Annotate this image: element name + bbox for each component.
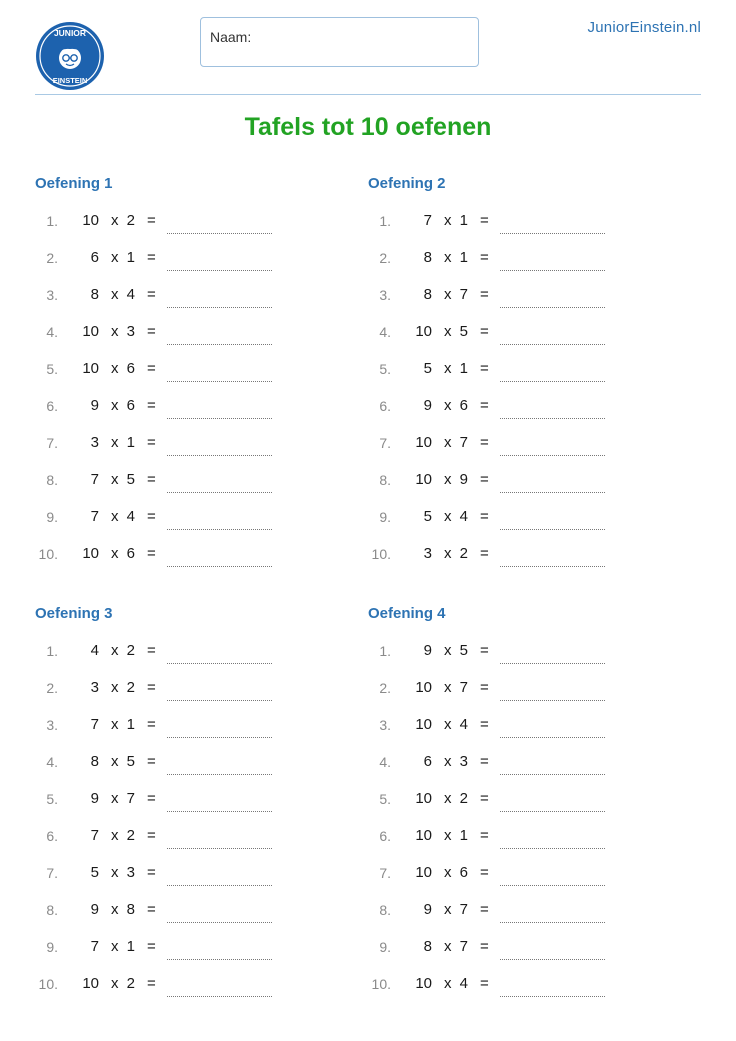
factor-a: 7 xyxy=(90,938,99,955)
equals-sign: = xyxy=(480,864,489,881)
factor-b: 1 xyxy=(459,360,468,377)
factor-b: 5 xyxy=(459,642,468,659)
equals-sign: = xyxy=(480,642,489,659)
equals-sign: = xyxy=(480,286,489,303)
factor-a: 9 xyxy=(423,901,432,918)
item-number: 6. xyxy=(379,398,391,414)
exercise-row xyxy=(35,360,335,397)
item-number: 2. xyxy=(379,680,391,696)
factor-b: 6 xyxy=(126,545,135,562)
factor-b: 7 xyxy=(126,790,135,807)
item-number: 1. xyxy=(379,643,391,659)
exercise-row xyxy=(368,323,668,360)
answer-line[interactable] xyxy=(500,737,605,738)
exercise-row xyxy=(35,679,335,716)
exercise-row xyxy=(35,323,335,360)
factor-a: 10 xyxy=(415,323,432,340)
factor-b: 7 xyxy=(459,434,468,451)
answer-line[interactable] xyxy=(500,455,605,456)
exercise-row xyxy=(368,286,668,323)
factor-b: 7 xyxy=(459,901,468,918)
times-sign: x xyxy=(111,790,119,807)
times-sign: x xyxy=(111,864,119,881)
times-sign: x xyxy=(444,508,452,525)
equals-sign: = xyxy=(480,790,489,807)
equals-sign: = xyxy=(147,938,156,955)
factor-b: 6 xyxy=(459,864,468,881)
item-number: 2. xyxy=(379,250,391,266)
answer-line[interactable] xyxy=(167,344,272,345)
item-number: 8. xyxy=(379,472,391,488)
equals-sign: = xyxy=(147,286,156,303)
answer-line[interactable] xyxy=(167,418,272,419)
item-number: 9. xyxy=(379,939,391,955)
times-sign: x xyxy=(444,212,452,229)
factor-b: 2 xyxy=(126,975,135,992)
equals-sign: = xyxy=(147,360,156,377)
exercise-section-2 xyxy=(368,175,668,582)
times-sign: x xyxy=(444,249,452,266)
equals-sign: = xyxy=(147,249,156,266)
exercise-row xyxy=(368,471,668,508)
equals-sign: = xyxy=(147,975,156,992)
equals-sign: = xyxy=(147,864,156,881)
factor-a: 10 xyxy=(82,975,99,992)
exercise-row xyxy=(35,249,335,286)
exercise-row xyxy=(35,975,335,1012)
item-number: 8. xyxy=(379,902,391,918)
item-number: 6. xyxy=(379,828,391,844)
times-sign: x xyxy=(444,545,452,562)
item-number: 1. xyxy=(46,643,58,659)
item-number: 1. xyxy=(46,213,58,229)
factor-b: 7 xyxy=(459,286,468,303)
item-number: 3. xyxy=(379,717,391,733)
factor-a: 5 xyxy=(423,508,432,525)
factor-a: 9 xyxy=(90,901,99,918)
answer-line[interactable] xyxy=(167,811,272,812)
times-sign: x xyxy=(111,827,119,844)
factor-a: 8 xyxy=(423,249,432,266)
factor-a: 7 xyxy=(90,471,99,488)
times-sign: x xyxy=(111,545,119,562)
item-number: 2. xyxy=(46,250,58,266)
times-sign: x xyxy=(444,901,452,918)
item-number: 8. xyxy=(46,472,58,488)
factor-a: 10 xyxy=(415,864,432,881)
equals-sign: = xyxy=(147,790,156,807)
exercise-row xyxy=(368,975,668,1012)
times-sign: x xyxy=(444,938,452,955)
factor-b: 4 xyxy=(459,508,468,525)
item-number: 8. xyxy=(46,902,58,918)
factor-b: 3 xyxy=(459,753,468,770)
factor-b: 5 xyxy=(126,471,135,488)
answer-line[interactable] xyxy=(167,566,272,567)
exercise-row xyxy=(35,864,335,901)
times-sign: x xyxy=(111,975,119,992)
times-sign: x xyxy=(111,716,119,733)
factor-a: 9 xyxy=(423,642,432,659)
equals-sign: = xyxy=(147,397,156,414)
equals-sign: = xyxy=(480,753,489,770)
exercise-section-4 xyxy=(368,605,668,1012)
factor-a: 8 xyxy=(423,938,432,955)
answer-line[interactable] xyxy=(500,922,605,923)
factor-b: 2 xyxy=(459,790,468,807)
times-sign: x xyxy=(111,323,119,340)
answer-line[interactable] xyxy=(500,885,605,886)
exercise-row xyxy=(35,642,335,679)
times-sign: x xyxy=(111,249,119,266)
exercise-row xyxy=(368,716,668,753)
exercise-row xyxy=(368,827,668,864)
exercise-row xyxy=(35,508,335,545)
answer-line[interactable] xyxy=(500,529,605,530)
answer-line[interactable] xyxy=(500,344,605,345)
equals-sign: = xyxy=(147,434,156,451)
factor-b: 2 xyxy=(126,827,135,844)
item-number: 9. xyxy=(46,509,58,525)
factor-b: 4 xyxy=(459,716,468,733)
item-number: 4. xyxy=(46,754,58,770)
item-number: 3. xyxy=(379,287,391,303)
item-number: 9. xyxy=(46,939,58,955)
exercise-row xyxy=(368,397,668,434)
page-title: Tafels tot 10 oefenen xyxy=(244,113,492,141)
logo-text-top: JUNIOR xyxy=(53,28,87,38)
exercise-title: Oefening 4 xyxy=(368,605,446,622)
factor-b: 5 xyxy=(126,753,135,770)
times-sign: x xyxy=(444,716,452,733)
name-field[interactable] xyxy=(200,17,479,67)
times-sign: x xyxy=(111,938,119,955)
factor-b: 2 xyxy=(126,212,135,229)
times-sign: x xyxy=(111,434,119,451)
times-sign: x xyxy=(444,471,452,488)
factor-a: 5 xyxy=(90,864,99,881)
times-sign: x xyxy=(444,864,452,881)
exercise-row xyxy=(35,901,335,938)
item-number: 2. xyxy=(46,680,58,696)
times-sign: x xyxy=(444,679,452,696)
answer-line[interactable] xyxy=(500,381,605,382)
item-number: 10. xyxy=(38,976,58,992)
times-sign: x xyxy=(444,827,452,844)
answer-line[interactable] xyxy=(500,811,605,812)
times-sign: x xyxy=(111,471,119,488)
factor-b: 6 xyxy=(126,360,135,377)
factor-b: 2 xyxy=(126,642,135,659)
factor-a: 7 xyxy=(90,508,99,525)
answer-line[interactable] xyxy=(500,959,605,960)
factor-a: 5 xyxy=(423,360,432,377)
name-label: Naam: xyxy=(210,29,252,45)
times-sign: x xyxy=(111,753,119,770)
item-number: 7. xyxy=(46,865,58,881)
factor-a: 10 xyxy=(82,545,99,562)
exercise-row xyxy=(368,642,668,679)
times-sign: x xyxy=(111,679,119,696)
factor-b: 1 xyxy=(126,716,135,733)
factor-a: 6 xyxy=(423,753,432,770)
factor-b: 7 xyxy=(459,679,468,696)
exercise-row xyxy=(35,753,335,790)
factor-a: 3 xyxy=(90,679,99,696)
factor-a: 3 xyxy=(90,434,99,451)
factor-b: 1 xyxy=(126,434,135,451)
answer-line[interactable] xyxy=(167,959,272,960)
answer-line[interactable] xyxy=(500,700,605,701)
answer-line[interactable] xyxy=(167,455,272,456)
equals-sign: = xyxy=(480,679,489,696)
item-number: 10. xyxy=(38,546,58,562)
times-sign: x xyxy=(444,323,452,340)
times-sign: x xyxy=(111,212,119,229)
times-sign: x xyxy=(111,508,119,525)
factor-b: 1 xyxy=(459,249,468,266)
times-sign: x xyxy=(444,975,452,992)
factor-b: 1 xyxy=(126,938,135,955)
equals-sign: = xyxy=(480,901,489,918)
factor-a: 9 xyxy=(423,397,432,414)
times-sign: x xyxy=(444,642,452,659)
factor-b: 3 xyxy=(126,864,135,881)
exercise-row xyxy=(368,753,668,790)
factor-a: 7 xyxy=(423,212,432,229)
factor-a: 10 xyxy=(415,827,432,844)
item-number: 6. xyxy=(46,398,58,414)
answer-line[interactable] xyxy=(167,663,272,664)
exercise-row xyxy=(368,434,668,471)
equals-sign: = xyxy=(147,212,156,229)
exercise-row xyxy=(35,212,335,249)
factor-a: 8 xyxy=(90,753,99,770)
factor-a: 10 xyxy=(82,360,99,377)
answer-line[interactable] xyxy=(167,492,272,493)
exercise-row xyxy=(368,938,668,975)
factor-b: 2 xyxy=(126,679,135,696)
exercise-row xyxy=(368,249,668,286)
item-number: 5. xyxy=(379,361,391,377)
equals-sign: = xyxy=(147,753,156,770)
equals-sign: = xyxy=(147,716,156,733)
answer-line[interactable] xyxy=(500,307,605,308)
equals-sign: = xyxy=(147,508,156,525)
exercise-row xyxy=(35,545,335,582)
answer-line[interactable] xyxy=(500,996,605,997)
times-sign: x xyxy=(111,642,119,659)
times-sign: x xyxy=(444,397,452,414)
item-number: 5. xyxy=(46,361,58,377)
equals-sign: = xyxy=(147,545,156,562)
item-number: 4. xyxy=(379,324,391,340)
exercise-row xyxy=(368,212,668,249)
times-sign: x xyxy=(444,286,452,303)
factor-a: 3 xyxy=(423,545,432,562)
answer-line[interactable] xyxy=(167,381,272,382)
answer-line[interactable] xyxy=(500,492,605,493)
times-sign: x xyxy=(444,790,452,807)
exercise-row xyxy=(35,286,335,323)
exercise-row xyxy=(368,545,668,582)
item-number: 3. xyxy=(46,287,58,303)
answer-line[interactable] xyxy=(500,270,605,271)
exercise-row xyxy=(35,397,335,434)
equals-sign: = xyxy=(480,938,489,955)
factor-b: 8 xyxy=(126,901,135,918)
times-sign: x xyxy=(111,397,119,414)
item-number: 10. xyxy=(371,546,391,562)
exercise-row xyxy=(368,790,668,827)
exercise-row xyxy=(368,360,668,397)
exercise-section-3 xyxy=(35,605,335,1012)
answer-line[interactable] xyxy=(167,922,272,923)
factor-a: 10 xyxy=(415,434,432,451)
answer-line[interactable] xyxy=(167,885,272,886)
answer-line[interactable] xyxy=(167,848,272,849)
factor-a: 10 xyxy=(415,679,432,696)
site-link[interactable]: JuniorEinstein.nl xyxy=(587,19,701,36)
factor-b: 2 xyxy=(459,545,468,562)
factor-a: 9 xyxy=(90,790,99,807)
factor-a: 8 xyxy=(90,286,99,303)
factor-a: 7 xyxy=(90,827,99,844)
answer-line[interactable] xyxy=(500,233,605,234)
item-number: 5. xyxy=(379,791,391,807)
equals-sign: = xyxy=(147,827,156,844)
factor-b: 6 xyxy=(126,397,135,414)
equals-sign: = xyxy=(480,975,489,992)
factor-a: 6 xyxy=(90,249,99,266)
junior-einstein-logo xyxy=(35,21,105,91)
exercise-row xyxy=(368,508,668,545)
factor-b: 6 xyxy=(459,397,468,414)
equals-sign: = xyxy=(480,471,489,488)
item-number: 3. xyxy=(46,717,58,733)
item-number: 7. xyxy=(46,435,58,451)
times-sign: x xyxy=(444,434,452,451)
answer-line[interactable] xyxy=(500,848,605,849)
factor-b: 3 xyxy=(126,323,135,340)
exercise-row xyxy=(368,901,668,938)
answer-line[interactable] xyxy=(500,566,605,567)
equals-sign: = xyxy=(147,901,156,918)
answer-line[interactable] xyxy=(167,529,272,530)
item-number: 1. xyxy=(379,213,391,229)
answer-line[interactable] xyxy=(167,700,272,701)
times-sign: x xyxy=(444,360,452,377)
equals-sign: = xyxy=(480,360,489,377)
times-sign: x xyxy=(444,753,452,770)
exercise-row xyxy=(368,864,668,901)
exercise-title: Oefening 3 xyxy=(35,605,113,622)
exercise-row xyxy=(35,790,335,827)
factor-b: 1 xyxy=(459,212,468,229)
factor-b: 4 xyxy=(126,286,135,303)
factor-b: 1 xyxy=(459,827,468,844)
exercise-row xyxy=(35,938,335,975)
item-number: 10. xyxy=(371,976,391,992)
factor-a: 10 xyxy=(415,716,432,733)
item-number: 7. xyxy=(379,435,391,451)
answer-line[interactable] xyxy=(167,270,272,271)
factor-a: 9 xyxy=(90,397,99,414)
item-number: 6. xyxy=(46,828,58,844)
equals-sign: = xyxy=(480,249,489,266)
answer-line[interactable] xyxy=(500,774,605,775)
factor-a: 10 xyxy=(82,323,99,340)
factor-a: 10 xyxy=(82,212,99,229)
exercise-row xyxy=(35,434,335,471)
item-number: 9. xyxy=(379,509,391,525)
exercise-row xyxy=(368,679,668,716)
factor-b: 5 xyxy=(459,323,468,340)
answer-line[interactable] xyxy=(500,418,605,419)
answer-line[interactable] xyxy=(167,737,272,738)
factor-a: 10 xyxy=(415,975,432,992)
times-sign: x xyxy=(111,360,119,377)
equals-sign: = xyxy=(480,545,489,562)
exercise-row xyxy=(35,827,335,864)
item-number: 4. xyxy=(379,754,391,770)
equals-sign: = xyxy=(480,397,489,414)
exercise-title: Oefening 2 xyxy=(368,175,446,192)
answer-line[interactable] xyxy=(167,233,272,234)
exercise-row xyxy=(35,716,335,753)
equals-sign: = xyxy=(480,508,489,525)
factor-b: 7 xyxy=(459,938,468,955)
equals-sign: = xyxy=(480,434,489,451)
item-number: 5. xyxy=(46,791,58,807)
factor-a: 10 xyxy=(415,471,432,488)
header-divider xyxy=(35,94,701,95)
factor-a: 4 xyxy=(90,642,99,659)
factor-b: 4 xyxy=(459,975,468,992)
factor-a: 7 xyxy=(90,716,99,733)
factor-b: 4 xyxy=(126,508,135,525)
factor-b: 1 xyxy=(126,249,135,266)
equals-sign: = xyxy=(480,212,489,229)
equals-sign: = xyxy=(480,716,489,733)
equals-sign: = xyxy=(480,323,489,340)
equals-sign: = xyxy=(147,679,156,696)
logo-text-bottom: EINSTEIN xyxy=(52,76,88,85)
equals-sign: = xyxy=(147,323,156,340)
equals-sign: = xyxy=(147,642,156,659)
factor-b: 9 xyxy=(459,471,468,488)
equals-sign: = xyxy=(147,471,156,488)
answer-line[interactable] xyxy=(167,774,272,775)
equals-sign: = xyxy=(480,827,489,844)
factor-a: 10 xyxy=(415,790,432,807)
answer-line[interactable] xyxy=(167,996,272,997)
answer-line[interactable] xyxy=(500,663,605,664)
answer-line[interactable] xyxy=(167,307,272,308)
times-sign: x xyxy=(111,286,119,303)
item-number: 7. xyxy=(379,865,391,881)
exercise-title: Oefening 1 xyxy=(35,175,113,192)
times-sign: x xyxy=(111,901,119,918)
exercise-section-1 xyxy=(35,175,335,582)
item-number: 4. xyxy=(46,324,58,340)
exercise-row xyxy=(35,471,335,508)
factor-a: 8 xyxy=(423,286,432,303)
